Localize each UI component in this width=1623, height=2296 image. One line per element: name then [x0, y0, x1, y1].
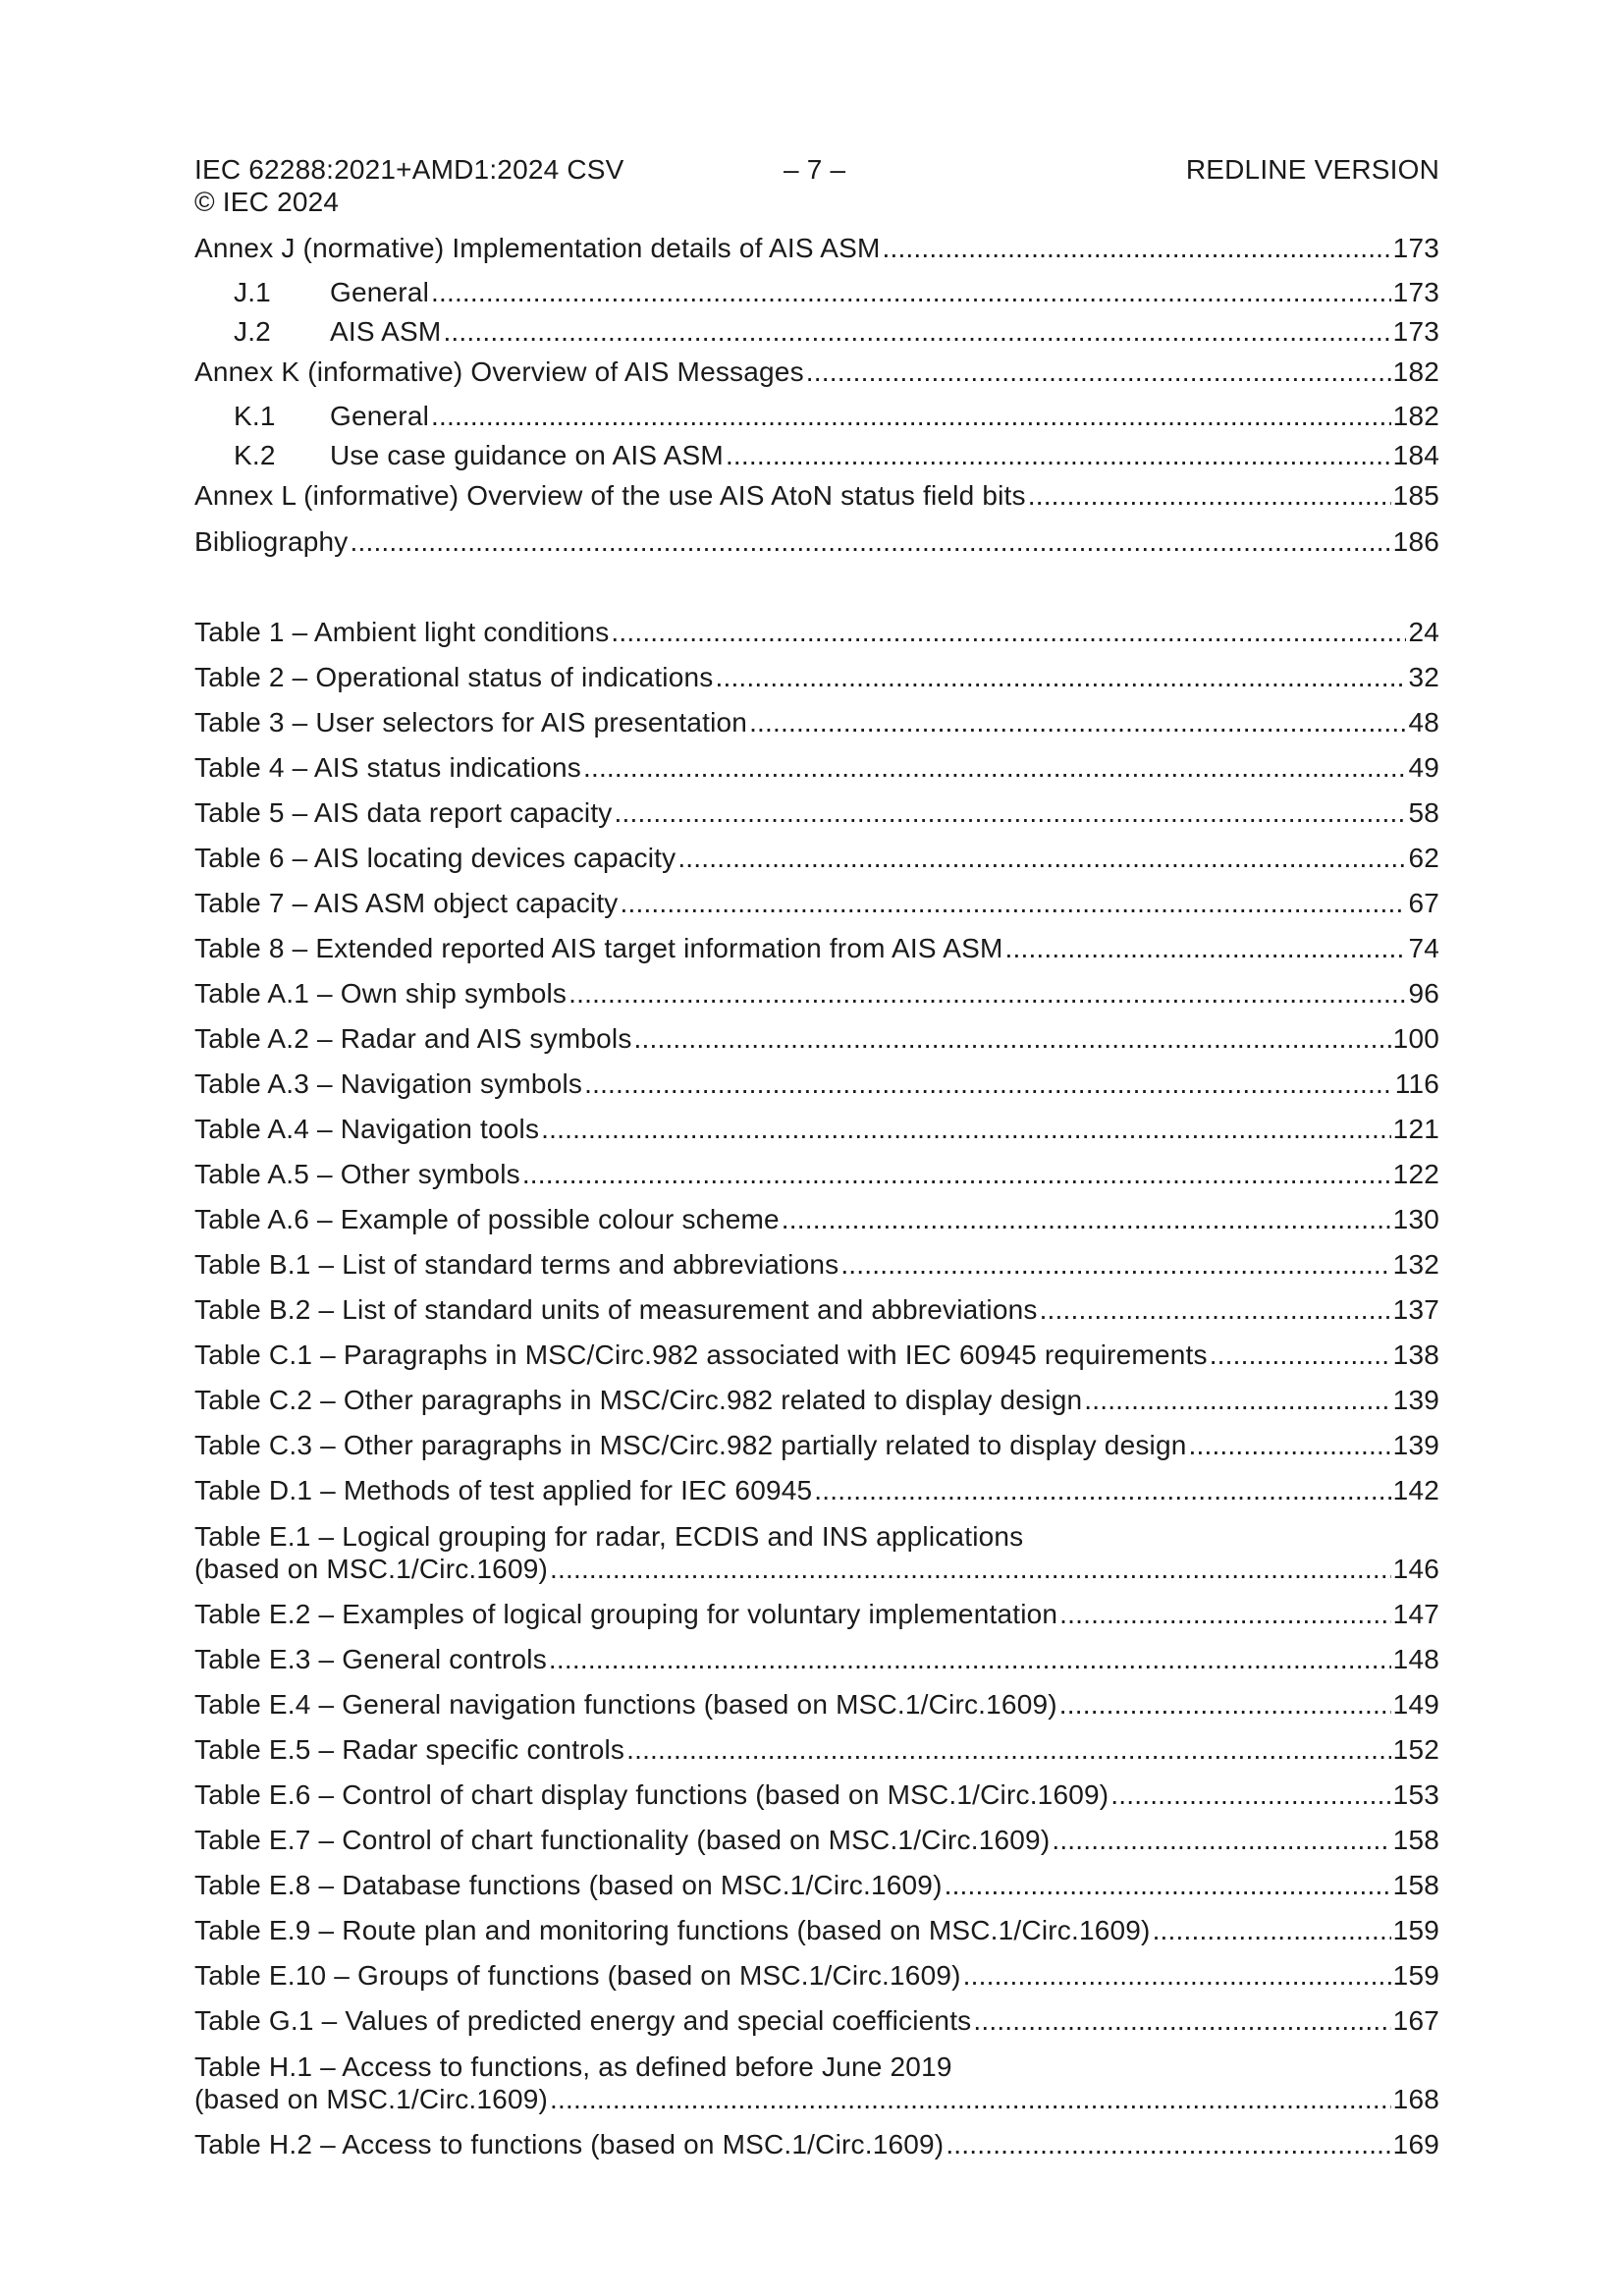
table-entry[interactable] [194, 1339, 1439, 1372]
toc-entry-k1[interactable] [234, 400, 1439, 433]
table-entry-title: Table E.10 – Groups of functions (based on MSC.1/Circ.1609) [194, 1960, 961, 1991]
toc-entry-title: Bibliography [194, 526, 349, 557]
table-entry-title: (based on MSC.1/Circ.1609) [194, 2084, 549, 2114]
table-entry[interactable] [194, 2128, 1439, 2161]
table-entry-title: Table E.2 – Examples of logical grouping for voluntary implementation [194, 1599, 1058, 1629]
table-entry-title: Table C.2 – Other paragraphs in MSC/Circ.982 related to display design [194, 1385, 1083, 1415]
dot-leader [583, 751, 1406, 785]
table-entry-page: 58 [1408, 797, 1439, 828]
dot-leader [1028, 479, 1391, 513]
table-entry[interactable] [194, 1733, 1439, 1767]
dot-leader [1040, 1293, 1391, 1327]
table-entry-title: (based on MSC.1/Circ.1609) [194, 1554, 549, 1584]
dot-leader [677, 842, 1406, 875]
table-entry[interactable] [194, 1384, 1439, 1417]
table-entry[interactable] [194, 1203, 1439, 1236]
table-entry-page: 139 [1392, 1430, 1439, 1460]
dot-leader [945, 1869, 1391, 1902]
table-entry-page: 96 [1408, 978, 1439, 1009]
table-entry-page: 130 [1392, 1204, 1439, 1234]
table-entry[interactable] [194, 616, 1439, 649]
dot-leader [749, 706, 1406, 739]
table-entry[interactable] [194, 661, 1439, 694]
table-entry[interactable] [194, 1429, 1439, 1462]
dot-leader [443, 315, 1390, 349]
table-entry-title: Table 8 – Extended reported AIS target information from AIS ASM [194, 933, 1003, 963]
table-entry-page: 152 [1392, 1734, 1439, 1765]
table-entry-page: 32 [1408, 662, 1439, 692]
table-entry-page: 132 [1392, 1249, 1439, 1280]
dot-leader [550, 2083, 1391, 2116]
dot-leader [584, 1067, 1393, 1101]
toc-entry-number: K.2 [234, 440, 276, 470]
toc-entry-page: 182 [1392, 401, 1439, 431]
table-entry-title: Table E.6 – Control of chart display functions (based on MSC.1/Circ.1609) [194, 1779, 1109, 1810]
table-entry[interactable] [194, 1553, 1439, 1586]
dot-leader [351, 525, 1391, 559]
table-entry-page: 139 [1392, 1385, 1439, 1415]
table-entry-page: 62 [1408, 843, 1439, 873]
table-entry-first-line: Table E.1 – Logical grouping for radar, ECDIS and INS applications [194, 1521, 1024, 1552]
dot-leader [634, 1022, 1391, 1056]
table-entry-title: Table A.3 – Navigation symbols [194, 1068, 583, 1099]
dot-leader [1210, 1339, 1391, 1372]
toc-entry-title: Annex J (normative) Implementation details of AIS ASM [194, 233, 881, 263]
page-header [194, 153, 1439, 222]
table-entry-title: Table 2 – Operational status of indications [194, 662, 714, 692]
table-entry-page: 116 [1394, 1068, 1439, 1099]
table-entry-title: Table 3 – User selectors for AIS presentation [194, 707, 748, 738]
table-entry[interactable] [194, 1598, 1439, 1631]
toc-entry-number: K.1 [234, 401, 276, 431]
document-id-line1: IEC 62288:2021+AMD1:2024 CSV [194, 154, 624, 185]
table-entry-title: Table B.2 – List of standard units of measurement and abbreviations [194, 1294, 1038, 1325]
table-entry[interactable] [194, 796, 1439, 830]
toc-entry-page: 173 [1392, 316, 1439, 347]
document-id [194, 153, 624, 218]
table-entry[interactable] [194, 977, 1439, 1011]
table-entry-title: Table A.6 – Example of possible colour scheme [194, 1204, 780, 1234]
table-entry[interactable] [194, 1474, 1439, 1507]
table-entry-page: 67 [1408, 888, 1439, 918]
dot-leader [840, 1248, 1390, 1282]
dot-leader [611, 616, 1406, 649]
table-entry-title: Table C.3 – Other paragraphs in MSC/Circ.982 partially related to display design [194, 1430, 1187, 1460]
table-entry-title: Table A.2 – Radar and AIS symbols [194, 1023, 632, 1054]
dot-leader [550, 1553, 1391, 1586]
table-entry[interactable] [194, 751, 1439, 785]
table-entry-page: 159 [1392, 1960, 1439, 1991]
table-entry-page: 148 [1392, 1644, 1439, 1674]
table-entry[interactable] [194, 2004, 1439, 2038]
table-entry[interactable] [194, 1688, 1439, 1722]
table-entry-page: 167 [1392, 2005, 1439, 2036]
table-entry-page: 122 [1392, 1159, 1439, 1189]
table-entry-title: Table E.4 – General navigation functions (based on MSC.1/Circ.1609) [194, 1689, 1057, 1720]
toc-entry-bibliography[interactable] [194, 525, 1439, 559]
dot-leader [549, 1643, 1391, 1676]
table-entry-page: 24 [1408, 617, 1439, 647]
dot-leader [882, 232, 1390, 265]
dot-leader [621, 887, 1407, 920]
toc-entry-k2[interactable] [234, 439, 1439, 472]
table-entry[interactable] [194, 1158, 1439, 1191]
dot-leader [806, 355, 1391, 389]
table-entry-title: Table D.1 – Methods of test applied for IEC 60945 [194, 1475, 813, 1505]
toc-entry-page: 184 [1392, 440, 1439, 470]
table-entry-title: Table 1 – Ambient light conditions [194, 617, 610, 647]
table-entry-title: Table 5 – AIS data report capacity [194, 797, 613, 828]
dot-leader [615, 796, 1407, 830]
dot-leader [522, 1158, 1391, 1191]
table-entry-page: 138 [1392, 1339, 1439, 1370]
table-entry-page: 48 [1408, 707, 1439, 738]
toc-entry-page: 173 [1392, 233, 1439, 263]
table-entry[interactable] [194, 1914, 1439, 1947]
table-entry-page: 74 [1408, 933, 1439, 963]
table-entry-page: 100 [1392, 1023, 1439, 1054]
table-entry-page: 147 [1392, 1599, 1439, 1629]
table-entry-title: Table E.8 – Database functions (based on MSC.1/Circ.1609) [194, 1870, 943, 1900]
toc-entry-j2[interactable] [234, 315, 1439, 349]
table-entry-title: Table B.1 – List of standard terms and abbreviations [194, 1249, 839, 1280]
table-entry[interactable] [194, 2083, 1439, 2116]
dot-leader [973, 2004, 1390, 2038]
toc-entry-title: Annex L (informative) Overview of the use AIS AtoN status field bits [194, 480, 1026, 511]
dot-leader [1153, 1914, 1391, 1947]
table-entry-page: 146 [1392, 1554, 1439, 1584]
table-entry[interactable] [194, 932, 1439, 965]
dot-leader [568, 977, 1406, 1011]
table-entry-page: 49 [1408, 752, 1439, 783]
table-entry-title: Table A.5 – Other symbols [194, 1159, 520, 1189]
dot-leader [963, 1959, 1391, 1993]
table-entry[interactable] [194, 1113, 1439, 1146]
toc-entry-title: General [330, 401, 430, 431]
dot-leader [946, 2128, 1390, 2161]
table-entry-page: 168 [1392, 2084, 1439, 2114]
table-entry-page: 159 [1392, 1915, 1439, 1945]
table-entry-page: 142 [1392, 1475, 1439, 1505]
toc-entry-j1[interactable] [234, 276, 1439, 309]
toc-entry-number: J.2 [234, 316, 271, 347]
dot-leader [626, 1733, 1391, 1767]
toc-entry-page: 182 [1392, 356, 1439, 387]
toc-entry-annex-j[interactable] [194, 232, 1439, 265]
toc-entry-page: 185 [1392, 480, 1439, 511]
table-entry-title: Table 7 – AIS ASM object capacity [194, 888, 619, 918]
dot-leader [1059, 1598, 1391, 1631]
table-entry[interactable] [194, 1067, 1439, 1101]
toc-entry-title: General [330, 277, 430, 307]
table-entry-page: 153 [1392, 1779, 1439, 1810]
dot-leader [431, 276, 1391, 309]
table-entry-page: 149 [1392, 1689, 1439, 1720]
table-entry-first-line: Table H.1 – Access to functions, as defined before June 2019 [194, 2051, 952, 2082]
table-entry[interactable] [194, 1824, 1439, 1857]
table-entry-title: Table 4 – AIS status indications [194, 752, 581, 783]
toc-entry-annex-k[interactable] [194, 355, 1439, 389]
table-entry[interactable] [194, 887, 1439, 920]
table-entry[interactable] [194, 1248, 1439, 1282]
table-entry-title: Table G.1 – Values of predicted energy and special coefficients [194, 2005, 972, 2036]
dot-leader [715, 661, 1406, 694]
toc-entry-number: J.1 [234, 277, 271, 307]
toc-entry-annex-l[interactable] [194, 479, 1439, 513]
table-entry-title: Table E.3 – General controls [194, 1644, 547, 1674]
table-entry[interactable] [194, 842, 1439, 875]
dot-leader [726, 439, 1391, 472]
table-entry-title: Table A.4 – Navigation tools [194, 1114, 540, 1144]
table-entry[interactable] [194, 1869, 1439, 1902]
toc-entry-title: AIS ASM [330, 316, 442, 347]
table-entry-title: Table 6 – AIS locating devices capacity [194, 843, 676, 873]
table-entry-page: 158 [1392, 1825, 1439, 1855]
toc-entry-page: 173 [1392, 277, 1439, 307]
dot-leader [431, 400, 1391, 433]
toc-entry-title: Use case guidance on AIS ASM [330, 440, 724, 470]
table-entry-title: Table E.5 – Radar specific controls [194, 1734, 625, 1765]
dot-leader [1189, 1429, 1391, 1462]
table-entry-page: 137 [1392, 1294, 1439, 1325]
table-entry-title: Table C.1 – Paragraphs in MSC/Circ.982 associated with IEC 60945 requirements [194, 1339, 1208, 1370]
dot-leader [1110, 1778, 1390, 1812]
table-entry[interactable] [194, 1778, 1439, 1812]
dot-leader [1059, 1688, 1391, 1722]
toc-entry-title: Annex K (informative) Overview of AIS Messages [194, 356, 804, 387]
table-entry[interactable] [194, 1293, 1439, 1327]
dot-leader [782, 1203, 1391, 1236]
table-entry-title: Table E.7 – Control of chart functionality (based on MSC.1/Circ.1609) [194, 1825, 1051, 1855]
table-entry[interactable] [194, 1643, 1439, 1676]
table-entry-page: 169 [1392, 2129, 1439, 2159]
table-entry-title: Table E.9 – Route plan and monitoring functions (based on MSC.1/Circ.1609) [194, 1915, 1151, 1945]
table-entry-title: Table A.1 – Own ship symbols [194, 978, 568, 1009]
version-label: REDLINE VERSION [1185, 154, 1439, 185]
dot-leader [1005, 932, 1407, 965]
table-entry-page: 121 [1392, 1114, 1439, 1144]
toc-entry-page: 186 [1392, 526, 1439, 557]
dot-leader [541, 1113, 1391, 1146]
dot-leader [1052, 1824, 1390, 1857]
table-entry[interactable] [194, 1022, 1439, 1056]
table-entry-title: Table H.2 – Access to functions (based on MSC.1/Circ.1609) [194, 2129, 945, 2159]
table-entry[interactable] [194, 1959, 1439, 1993]
copyright-line: © IEC 2024 [194, 187, 340, 217]
dot-leader [814, 1474, 1390, 1507]
table-entry[interactable] [194, 706, 1439, 739]
dot-leader [1084, 1384, 1390, 1417]
table-entry-page: 158 [1392, 1870, 1439, 1900]
page-number: – 7 – [784, 154, 846, 185]
